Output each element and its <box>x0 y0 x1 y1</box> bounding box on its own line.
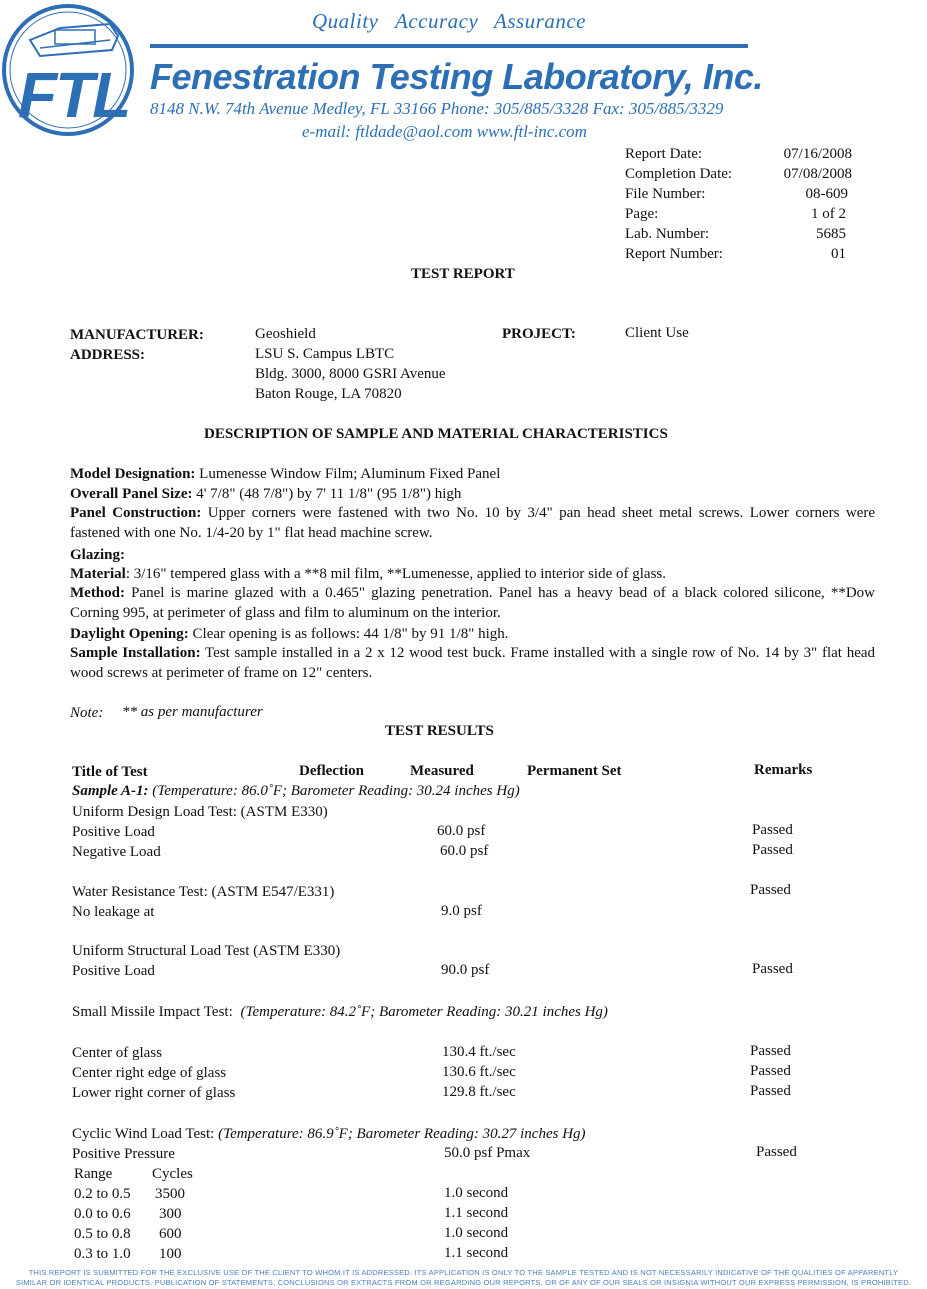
meta-value: 5685 <box>816 226 846 242</box>
meta-value: 01 <box>831 246 846 262</box>
sample-line <box>72 783 520 800</box>
cyclic-duration: 1.1 second <box>444 1205 509 1221</box>
cyclic-duration: 1.0 second <box>444 1225 509 1241</box>
meta-label: Page: <box>625 206 659 222</box>
meta-value: 07/16/2008 <box>783 146 852 162</box>
cyclic-pressure-value: 50.0 psf Pmax <box>444 1145 531 1161</box>
tagline-accuracy: Accuracy <box>395 9 479 33</box>
table-row-measured: 129.8 ft./sec <box>442 1084 516 1100</box>
column-measured: Measured <box>410 763 474 779</box>
table-row-remarks: Passed <box>752 961 793 977</box>
panel-construction <box>70 503 875 543</box>
table-row-remarks: Passed <box>752 842 793 858</box>
column-title: Title of Test <box>72 764 148 780</box>
table-row-measured: 90.0 psf <box>441 962 490 978</box>
table-row-remarks: Passed <box>750 1083 791 1099</box>
construction-label: Panel Construction: <box>70 505 202 521</box>
column-remarks: Remarks <box>754 762 813 778</box>
daylight-opening <box>70 624 875 644</box>
material-value: : 3/16" tempered glass with a **8 mil film, **Lumenesse, applied to interior side of glass. <box>125 566 667 582</box>
sample-installation <box>70 643 875 683</box>
column-permanent-set: Permanent Set <box>527 763 622 779</box>
model-value: Lumenesse Window Film; Aluminum Fixed Panel <box>195 466 501 482</box>
table-row-label: Lower right corner of glass <box>72 1085 236 1101</box>
range-header: Range <box>74 1166 113 1182</box>
size-value: 4' 7/8" (48 7/8") by 7' 11 1/8" (95 1/8") high <box>192 486 462 502</box>
project-value: Client Use <box>625 325 689 341</box>
note-label: Note: <box>70 705 104 721</box>
results-heading: TEST RESULTS <box>385 723 494 739</box>
cyclic-range: 0.2 to 0.5 <box>74 1186 131 1202</box>
company-address: 8148 N.W. 74th Avenue Medley, FL 33166 Phone: 305/885/3328 Fax: 305/885/3329 <box>150 99 724 118</box>
model-label: Model Designation: <box>70 466 196 482</box>
installation-value: Test sample installed in a 2 x 12 wood test buck. Frame installed with a single row of No. 14 by 3" flat head wood screws at perimeter of frame on 12" centers. <box>70 645 876 681</box>
cyclic-cycles: 300 <box>159 1206 182 1222</box>
meta-label: Completion Date: <box>625 166 733 182</box>
material-label: Material <box>70 566 126 582</box>
daylight-label: Daylight Opening: <box>70 626 189 642</box>
column-deflection: Deflection <box>299 763 364 779</box>
table-row-remarks: Passed <box>750 1063 791 1079</box>
table-row-label: No leakage at <box>72 904 155 920</box>
missile-title: Small Missile Impact Test: <box>72 1004 233 1020</box>
cyclic-pressure-remarks: Passed <box>756 1144 797 1160</box>
panel-size <box>70 484 875 504</box>
design-load-title: Uniform Design Load Test: (ASTM E330) <box>72 804 328 820</box>
manufacturer-label: MANUFACTURER: <box>70 327 204 343</box>
table-row-label: Center right edge of glass <box>72 1065 227 1081</box>
cyclic-test-title <box>72 1126 586 1143</box>
missile-test-title <box>72 1004 608 1021</box>
method-value: Panel is marine glazed with a 0.465" glazing penetration. Panel has a heavy bead of a black colored silicone, **Dow Corning 995, at perimeter of glass and film to aluminum on the interior. <box>70 585 875 621</box>
cyclic-cycles: 100 <box>159 1246 182 1262</box>
cycles-header: Cycles <box>152 1166 193 1182</box>
project-label: PROJECT: <box>502 326 576 342</box>
sample-conditions: (Temperature: 86.0˚F; Barometer Reading: 30.24 inches Hg) <box>148 783 520 799</box>
address-line: Baton Rouge, LA 70820 <box>255 386 402 402</box>
meta-value: 07/08/2008 <box>783 166 852 182</box>
table-row-remarks: Passed <box>750 1043 791 1059</box>
table-row-measured: 130.6 ft./sec <box>442 1064 516 1080</box>
tagline-quality: Quality <box>312 9 379 33</box>
cyclic-cycles: 600 <box>159 1226 182 1242</box>
table-row-remarks: Passed <box>752 822 793 838</box>
description-heading: DESCRIPTION OF SAMPLE AND MATERIAL CHARACTERISTICS <box>204 426 668 442</box>
water-test-title: Water Resistance Test: (ASTM E547/E331) <box>72 884 335 900</box>
method <box>70 583 875 623</box>
cyclic-pressure-label: Positive Pressure <box>72 1146 175 1162</box>
logo-text: FTL <box>18 59 130 131</box>
sample-label: Sample A-1: <box>72 783 149 799</box>
construction-value: Upper corners were fastened with two No. 10 by 3/4" pan head sheet metal screws. Lower corners were fastened with one No. 1/4-20 by 1" flat head machine screw. <box>70 505 875 541</box>
cyclic-title: Cyclic Wind Load Test: <box>72 1126 215 1142</box>
table-row-label: Center of glass <box>72 1045 162 1061</box>
company-contact: e-mail: ftldade@aol.com www.ftl-inc.com <box>302 122 587 141</box>
cyclic-cycles: 3500 <box>155 1186 185 1202</box>
table-row-label: Positive Load <box>72 824 155 840</box>
footer-disclaimer <box>0 1268 927 1288</box>
meta-value: 1 of 2 <box>811 206 846 222</box>
method-label: Method: <box>70 585 125 601</box>
page-title: TEST REPORT <box>411 266 515 282</box>
cyclic-range: 0.5 to 0.8 <box>74 1226 131 1242</box>
meta-value: 08-609 <box>805 186 848 202</box>
cyclic-range: 0.0 to 0.6 <box>74 1206 131 1222</box>
address-line: Bldg. 3000, 8000 GSRI Avenue <box>255 366 446 382</box>
table-row-label: Positive Load <box>72 963 155 979</box>
table-row-measured: 60.0 psf <box>440 843 489 859</box>
table-row-measured: 130.4 ft./sec <box>442 1044 516 1060</box>
table-row-measured: 60.0 psf <box>437 823 486 839</box>
meta-label: Lab. Number: <box>625 226 710 242</box>
note-text: ** as per manufacturer <box>122 704 263 720</box>
size-label: Overall Panel Size: <box>70 486 193 502</box>
tagline-assurance: Assurance <box>494 9 586 33</box>
daylight-value: Clear opening is as follows: 44 1/8" by 91 1/8" high. <box>188 626 509 642</box>
material <box>70 564 875 584</box>
meta-label: Report Number: <box>625 246 723 262</box>
installation-label: Sample Installation: <box>70 645 201 661</box>
table-row-measured: 9.0 psf <box>441 903 482 919</box>
cyclic-conditions: (Temperature: 86.9˚F; Barometer Reading: 30.27 inches Hg) <box>214 1126 586 1142</box>
address-label: ADDRESS: <box>70 347 146 363</box>
manufacturer-value: Geoshield <box>255 326 316 342</box>
glazing <box>70 545 875 565</box>
address-line: LSU S. Campus LBTC <box>255 346 395 362</box>
cyclic-range: 0.3 to 1.0 <box>74 1246 131 1262</box>
meta-label: File Number: <box>625 186 706 202</box>
footer-line: THIS REPORT IS SUBMITTED FOR THE EXCLUSIVE USE OF THE CLIENT TO WHOM IT IS ADDRESSED. ITS APPLICATION IS ONLY TO THE SAMPLE TESTED AND IS NOT NECESSARILY INDICATIVE OF THE QUALITIES OF APPARENTLY <box>28 1268 899 1277</box>
header-rule <box>150 44 748 48</box>
cyclic-duration: 1.0 second <box>444 1185 509 1201</box>
footer-line: SIMILAR OR IDENTICAL PRODUCTS. PUBLICATION OF STATEMENTS, CONCLUSIONS OR EXTRACTS FROM OR REGARDING OUR REPORTS, OR OF ANY OF OUR SEALS OR INSIGNIA WITHOUT OUR EXPRESS PERMISSION, IS PROHIBITED. <box>15 1278 912 1287</box>
missile-conditions: (Temperature: 84.2˚F; Barometer Reading: 30.21 inches Hg) <box>240 1004 608 1020</box>
water-test-remarks: Passed <box>750 882 791 898</box>
table-row-label: Negative Load <box>72 844 161 860</box>
cyclic-duration: 1.1 second <box>444 1245 509 1261</box>
structural-test-title: Uniform Structural Load Test (ASTM E330) <box>72 943 341 959</box>
glazing-label: Glazing: <box>70 547 125 563</box>
company-name: Fenestration Testing Laboratory, Inc. <box>150 56 763 97</box>
model-designation <box>70 464 875 484</box>
meta-label: Report Date: <box>625 146 703 162</box>
